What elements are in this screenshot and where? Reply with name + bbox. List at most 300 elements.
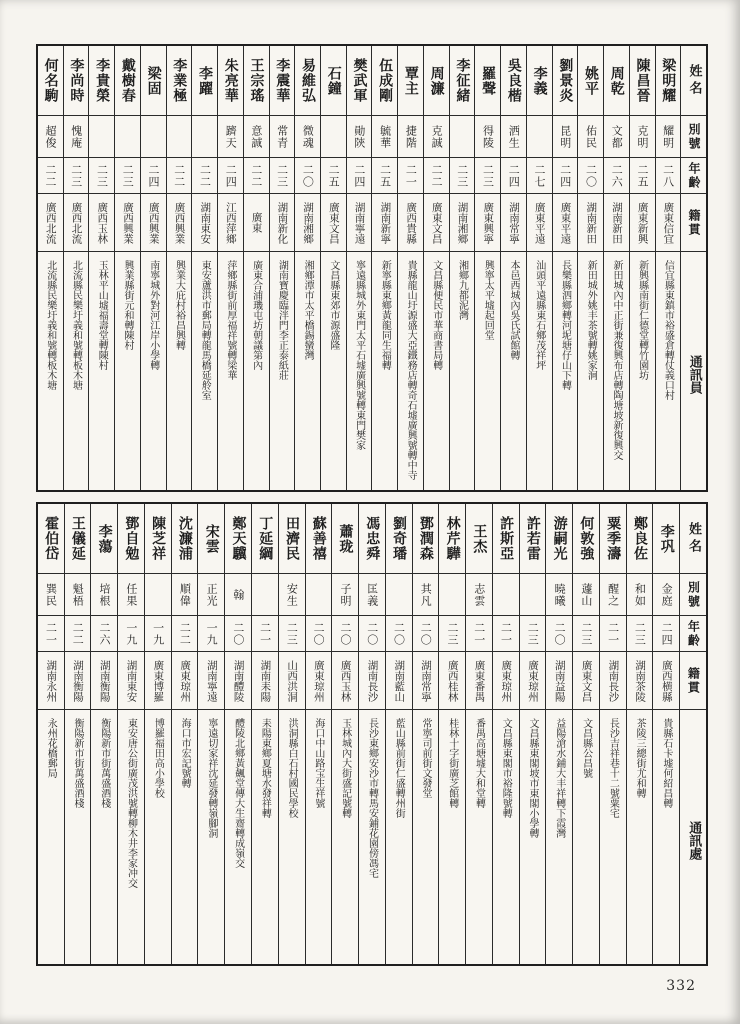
person-address: 湖南寶慶臨泮門李正泰紙莊 — [276, 260, 288, 380]
person-alias: 巽民 — [38, 574, 64, 616]
person-origin: 廣東琼州 — [172, 652, 198, 710]
person-age: 二四 — [141, 158, 166, 194]
person-column — [38, 46, 63, 490]
person-age: 一九 — [118, 616, 144, 652]
person-age: 二六 — [604, 158, 629, 194]
person-age: 二三 — [627, 616, 653, 652]
person-age: 二三 — [450, 158, 475, 194]
person-name: 劉奇璠 — [386, 504, 412, 574]
person-name: 蘇善禧 — [306, 504, 332, 574]
person-age: 二三 — [439, 616, 465, 652]
person-address: 寧遠切家祥沈延發轉嶺腳洞 — [205, 718, 217, 838]
person-alias — [167, 116, 192, 158]
person-alias: 魁梧 — [65, 574, 91, 616]
person-name: 游嗣光 — [546, 504, 572, 574]
person-column — [465, 504, 492, 964]
person-origin: 廣東新興 — [630, 194, 655, 252]
person-column — [117, 504, 144, 964]
person-column — [269, 46, 295, 490]
person-address: 信宜縣東鎮市裕盛倉轉仗義口村 — [662, 260, 674, 400]
person-origin: 廣東文昌 — [321, 194, 346, 252]
person-column — [346, 46, 372, 490]
person-address: 北流縣民樂圩義和號轉板木塘 — [70, 260, 82, 390]
person-origin: 湖南長沙 — [600, 652, 626, 710]
person-column — [191, 46, 217, 490]
person-origin: 廣東琼州 — [493, 652, 519, 710]
person-column — [652, 504, 679, 964]
person-alias — [450, 116, 475, 158]
column-header-age: 年齡 — [680, 616, 706, 652]
person-alias: 醒之 — [600, 574, 626, 616]
person-name: 樊武軍 — [347, 46, 372, 116]
person-name: 李義 — [527, 46, 552, 116]
person-origin: 湖南長沙 — [359, 652, 385, 710]
person-alias: 昆明 — [553, 116, 578, 158]
person-name: 許若雷 — [520, 504, 546, 574]
person-address: 文昌縣便民市華商書局轉 — [430, 260, 442, 370]
person-alias — [527, 116, 552, 158]
person-name: 易維弘 — [295, 46, 320, 116]
person-name: 鄧潤森 — [413, 504, 439, 574]
column-header-name: 姓名 — [680, 504, 706, 574]
person-origin: 廣西貴縣 — [398, 194, 423, 252]
person-age: 二五 — [372, 158, 397, 194]
person-name: 王宗瑤 — [244, 46, 269, 116]
person-name: 李巩 — [653, 504, 679, 574]
person-age: 二五 — [321, 158, 346, 194]
person-address: 文昌縣公昌號 — [580, 718, 592, 778]
person-age: 二三 — [64, 158, 89, 194]
person-name: 霍伯岱 — [38, 504, 64, 574]
person-age: 二三 — [115, 158, 140, 194]
person-age: 二二 — [424, 158, 449, 194]
person-origin: 廣東琼州 — [520, 652, 546, 710]
person-address: 貴縣龍山圩源盛大亞鐵務店轉奇石墟廣興號轉中寺 — [405, 260, 417, 480]
person-column — [197, 504, 224, 964]
person-alias — [306, 574, 332, 616]
person-name: 粟季濤 — [600, 504, 626, 574]
person-alias: 超俊 — [38, 116, 63, 158]
person-address: 玉林平山墟福壽堂轉陳村 — [96, 260, 108, 370]
column-header-name: 姓名 — [681, 46, 706, 116]
person-age: 一九 — [145, 616, 171, 652]
column-header-alias: 別號 — [681, 116, 706, 158]
person-address: 湘鄉潭市太平橋錫蠻灣 — [302, 260, 314, 360]
person-name: 石鐘 — [321, 46, 346, 116]
header-column — [679, 504, 706, 964]
person-alias: 其凡 — [413, 574, 439, 616]
person-name: 李震華 — [270, 46, 295, 116]
person-name: 沈濂浦 — [172, 504, 198, 574]
person-age: 二三 — [573, 616, 599, 652]
person-column — [577, 46, 603, 490]
person-address: 衡陽新市街萬盛酒棧 — [98, 718, 110, 808]
column-header-age: 年齡 — [681, 158, 706, 194]
person-address: 玉林城內大街盛記號轉 — [339, 718, 351, 818]
person-column — [166, 46, 192, 490]
person-address: 番禺高塘墟大和堂轉 — [473, 718, 485, 808]
person-origin: 湖南耒陽 — [252, 652, 278, 710]
person-column — [305, 504, 332, 964]
person-name: 許斯亞 — [493, 504, 519, 574]
person-name: 馮忠舜 — [359, 504, 385, 574]
person-alias: 任果 — [118, 574, 144, 616]
person-origin: 廣東平遠 — [553, 194, 578, 252]
person-name: 戴樹春 — [115, 46, 140, 116]
person-column — [474, 46, 500, 490]
person-origin: 湖南新化 — [270, 194, 295, 252]
person-origin: 湖南東安 — [192, 194, 217, 252]
person-age: 二五 — [630, 158, 655, 194]
person-age: 二六 — [91, 616, 117, 652]
person-column — [88, 46, 114, 490]
person-address: 藍山縣前街仁盛轉州街 — [393, 718, 405, 818]
person-alias: 匡義 — [359, 574, 385, 616]
person-column — [278, 504, 305, 964]
person-origin: 廣東博羅 — [145, 652, 171, 710]
person-alias — [493, 574, 519, 616]
person-name: 鄭良佐 — [627, 504, 653, 574]
person-name: 田濟民 — [279, 504, 305, 574]
person-column — [371, 46, 397, 490]
person-name: 劉景炎 — [553, 46, 578, 116]
person-origin: 江西萍鄉 — [218, 194, 243, 252]
person-address: 東安唐公街廣茂洪號轉柳木井李家冲交 — [125, 718, 137, 888]
person-address: 新田城內中正街兼復興布店轉陶塘坡新復興交 — [610, 260, 622, 460]
person-name: 周濂 — [424, 46, 449, 116]
person-age: 二〇 — [413, 616, 439, 652]
person-name: 周乾 — [604, 46, 629, 116]
person-name: 林芹驊 — [439, 504, 465, 574]
person-alias: 和如 — [627, 574, 653, 616]
person-origin: 廣西玉林 — [332, 652, 358, 710]
person-column — [572, 504, 599, 964]
person-column — [492, 504, 519, 964]
person-column — [320, 46, 346, 490]
person-column — [38, 504, 64, 964]
person-origin: 湖南藍山 — [386, 652, 412, 710]
person-column — [90, 504, 117, 964]
person-origin: 湖南寧遠 — [198, 652, 224, 710]
column-header-address: 通訊處 — [686, 820, 702, 860]
person-alias: 志雲 — [466, 574, 492, 616]
person-origin: 湖南常寧 — [413, 652, 439, 710]
person-address: 興業大庇村裕昌興轉 — [173, 260, 185, 350]
person-age: 二〇 — [359, 616, 385, 652]
person-address: 興業縣街元和轉陳村 — [121, 260, 133, 350]
person-address: 寧遠縣城外東門太平石墟廣興號轉東門樊家 — [353, 260, 365, 450]
person-age: 二二 — [167, 158, 192, 194]
person-age: 二〇 — [546, 616, 572, 652]
person-name: 宋雲 — [198, 504, 224, 574]
person-alias: 培根 — [91, 574, 117, 616]
person-column — [217, 46, 243, 490]
person-address: 廣東合浦璣屯坊朝議第內 — [250, 260, 262, 370]
person-address: 桂林十字街廣芝館轉 — [446, 718, 458, 808]
person-origin: 湖南新田 — [578, 194, 603, 252]
person-address: 北流縣民樂圩義和號轉板木塘 — [44, 260, 56, 390]
person-name: 李尚時 — [64, 46, 89, 116]
person-age: 二〇 — [386, 616, 412, 652]
person-age: 二三 — [520, 616, 546, 652]
column-header-alias: 別號 — [680, 574, 706, 616]
person-age: 二一 — [600, 616, 626, 652]
person-age: 二一 — [398, 158, 423, 194]
person-origin: 湖南湘鄉 — [450, 194, 475, 252]
person-name: 陳昌晉 — [630, 46, 655, 116]
person-alias — [192, 116, 217, 158]
page-number: 332 — [666, 978, 696, 994]
person-column — [449, 46, 475, 490]
directory-table-bottom — [36, 502, 708, 966]
person-origin: 湖南湘鄉 — [295, 194, 320, 252]
person-age: 二三 — [89, 158, 114, 194]
person-address: 新寧縣東鄉黃龍同生福轉 — [379, 260, 391, 370]
person-age: 二一 — [493, 616, 519, 652]
person-address: 洪洞縣白石村國民學校 — [286, 718, 298, 818]
person-alias: 翰 — [225, 574, 251, 616]
person-origin: 廣西興業 — [167, 194, 192, 252]
person-origin: 湖南新田 — [604, 194, 629, 252]
person-origin: 廣東平遠 — [527, 194, 552, 252]
person-origin: 湖南東安 — [118, 652, 144, 710]
person-alias: 常青 — [270, 116, 295, 158]
person-address: 東安蘆洪市郵局轉龍馬橋延舲室 — [199, 260, 211, 400]
person-name: 李蕩 — [91, 504, 117, 574]
person-alias: 順偉 — [172, 574, 198, 616]
person-address: 本邑西城內吳氏試館轉 — [508, 260, 519, 360]
person-address: 長樂縣泗鄉轉河坭塘仔山下轉 — [559, 260, 571, 390]
person-address: 南寧城外對河江岸小學轉 — [147, 260, 159, 370]
person-alias: 子明 — [332, 574, 358, 616]
person-alias: 佑民 — [578, 116, 603, 158]
person-alias: 微魂 — [295, 116, 320, 158]
person-alias — [520, 574, 546, 616]
person-address: 醴陵北鄉黃飆堂傳大生齋轉成嶺交 — [232, 718, 244, 868]
person-age: 二三 — [279, 616, 305, 652]
person-alias — [89, 116, 114, 158]
person-origin: 廣西北流 — [64, 194, 89, 252]
person-name: 梁固 — [141, 46, 166, 116]
person-alias — [321, 116, 346, 158]
person-alias — [145, 574, 171, 616]
person-column — [294, 46, 320, 490]
person-address: 長沙東鄉安沙市轉馬安鋪花園傍馮宅 — [366, 718, 378, 878]
person-address: 衡陽新市街萬盛酒棧 — [72, 718, 84, 808]
person-alias: 克誠 — [424, 116, 449, 158]
person-age: 二〇 — [225, 616, 251, 652]
person-address: 汕頭平遠縣東石鄉茂祥坪 — [533, 260, 545, 370]
person-column — [114, 46, 140, 490]
person-column — [385, 504, 412, 964]
person-alias: 文都 — [604, 116, 629, 158]
person-address: 耒陽東鄉夏塘水發祥轉 — [259, 718, 271, 818]
person-column — [251, 504, 278, 964]
person-column — [63, 46, 89, 490]
person-column — [243, 46, 269, 490]
person-alias: 克明 — [630, 116, 655, 158]
person-name: 陳芝祥 — [145, 504, 171, 574]
person-alias: 蘧山 — [573, 574, 599, 616]
person-age: 二〇 — [578, 158, 603, 194]
person-origin: 廣西興業 — [141, 194, 166, 252]
person-address: 萍鄉縣街前厚福祥號轉梁華 — [224, 260, 236, 380]
person-address: 湘鄉九都泥灣 — [456, 260, 468, 320]
person-origin: 廣西北流 — [38, 194, 63, 252]
person-name: 鄭天驥 — [225, 504, 251, 574]
person-name: 李業極 — [167, 46, 192, 116]
person-name: 王杰 — [466, 504, 492, 574]
person-column — [224, 504, 251, 964]
person-column — [358, 504, 385, 964]
person-alias: 勛陝 — [347, 116, 372, 158]
person-origin: 廣東信宜 — [656, 194, 681, 252]
person-address: 海口中山路宝生祥號 — [312, 718, 324, 808]
person-column — [603, 46, 629, 490]
person-address: 海口市宏記號轉 — [179, 718, 191, 788]
person-age: 二一 — [252, 616, 278, 652]
person-age: 二八 — [656, 158, 681, 194]
person-name: 蕭珑 — [332, 504, 358, 574]
person-alias — [115, 116, 140, 158]
header-column — [680, 46, 706, 490]
person-age: 二二 — [172, 616, 198, 652]
person-origin: 湖南茶陵 — [627, 652, 653, 710]
person-address: 新田城外姚丰茶號轉姚家涧 — [585, 260, 597, 380]
person-name: 何敦強 — [573, 504, 599, 574]
person-address: 文昌縣東郊市源盛隆 — [327, 260, 339, 350]
person-origin: 湖南永州 — [38, 652, 64, 710]
person-column — [171, 504, 198, 964]
person-origin: 湖南醴陵 — [225, 652, 251, 710]
person-column — [144, 504, 171, 964]
person-name: 吳良楷 — [501, 46, 526, 116]
person-column — [519, 504, 546, 964]
person-alias: 得陵 — [475, 116, 500, 158]
directory-table-top — [36, 44, 708, 492]
person-address: 長沙吉祥巷十二號粟宅 — [607, 718, 619, 818]
person-origin: 廣東琼州 — [306, 652, 332, 710]
person-address: 益陽滄水鋪大丰祥轉下霞灣 — [553, 718, 565, 838]
person-column — [500, 46, 526, 490]
person-name: 姚平 — [578, 46, 603, 116]
person-origin: 廣東文昌 — [573, 652, 599, 710]
person-column — [331, 504, 358, 964]
person-age: 二〇 — [295, 158, 320, 194]
person-alias — [141, 116, 166, 158]
person-alias: 金庭 — [653, 574, 679, 616]
person-age: 二四 — [653, 616, 679, 652]
person-origin: 廣東興寧 — [475, 194, 500, 252]
person-name: 羅聲 — [475, 46, 500, 116]
person-age: 二三 — [475, 158, 500, 194]
person-age: 二二 — [38, 158, 63, 194]
person-column — [140, 46, 166, 490]
person-name: 何名駒 — [38, 46, 63, 116]
person-origin: 廣西玉林 — [89, 194, 114, 252]
person-name: 朱亮華 — [218, 46, 243, 116]
person-column — [599, 504, 626, 964]
person-alias: 躋天 — [218, 116, 243, 158]
person-age: 二〇 — [306, 616, 332, 652]
person-name: 丁延綱 — [252, 504, 278, 574]
person-age: 一九 — [198, 616, 224, 652]
person-age: 二七 — [527, 158, 552, 194]
person-column — [64, 504, 91, 964]
person-column — [397, 46, 423, 490]
person-address: 文昌縣東閣市裕隆號轉 — [500, 718, 512, 818]
person-age: 二四 — [501, 158, 526, 194]
person-origin: 湖南益陽 — [546, 652, 572, 710]
person-alias: 愧庵 — [64, 116, 89, 158]
person-age: 二二 — [244, 158, 269, 194]
person-alias: 正光 — [198, 574, 224, 616]
person-alias: 耀明 — [656, 116, 681, 158]
person-age: 二四 — [347, 158, 372, 194]
person-address: 新興縣南街仁德堂轉竹園坊 — [636, 260, 648, 380]
person-origin: 廣西興業 — [115, 194, 140, 252]
person-column — [423, 46, 449, 490]
person-name: 鄧自勉 — [118, 504, 144, 574]
person-age: 二一 — [466, 616, 492, 652]
person-name: 伍成剛 — [372, 46, 397, 116]
person-age: 二二 — [65, 616, 91, 652]
column-header-origin: 籍貫 — [680, 652, 706, 710]
person-age: 二四 — [553, 158, 578, 194]
person-address: 茶陵三總街尤和轉 — [634, 718, 646, 798]
person-name: 梁明耀 — [656, 46, 681, 116]
person-origin: 湖南寧遠 — [347, 194, 372, 252]
person-origin: 廣西桂林 — [439, 652, 465, 710]
person-origin: 廣東 — [244, 194, 269, 252]
column-header-address: 通訊員 — [686, 354, 702, 394]
person-column — [526, 46, 552, 490]
person-alias — [439, 574, 465, 616]
person-origin: 湖南新寧 — [372, 194, 397, 252]
person-column — [626, 504, 653, 964]
person-column — [438, 504, 465, 964]
person-name: 李躍 — [192, 46, 217, 116]
person-age: 二一 — [38, 616, 64, 652]
person-column — [552, 46, 578, 490]
person-name: 李征緒 — [450, 46, 475, 116]
person-name: 王儀延 — [65, 504, 91, 574]
person-origin: 湖南衡陽 — [65, 652, 91, 710]
person-origin: 廣東文昌 — [424, 194, 449, 252]
person-alias — [252, 574, 278, 616]
person-alias: 捷階 — [398, 116, 423, 158]
person-address: 永州花橋郵局 — [45, 718, 57, 778]
person-column — [629, 46, 655, 490]
person-age: 二〇 — [332, 616, 358, 652]
person-column — [655, 46, 681, 490]
person-address: 博羅福田高小學校 — [152, 718, 164, 798]
person-origin: 廣東番禺 — [466, 652, 492, 710]
person-origin: 湖南衡陽 — [91, 652, 117, 710]
person-alias: 洒生 — [501, 116, 526, 158]
person-address: 興寧太平墟起回堂 — [482, 260, 494, 340]
person-address: 常寧司前街文發堂 — [419, 718, 431, 798]
person-name: 覃主 — [398, 46, 423, 116]
person-alias: 毓華 — [372, 116, 397, 158]
person-alias — [386, 574, 412, 616]
person-origin: 湖南常寧 — [501, 194, 526, 252]
person-column — [545, 504, 572, 964]
person-origin: 山西洪洞 — [279, 652, 305, 710]
person-alias: 意誠 — [244, 116, 269, 158]
person-age: 二三 — [270, 158, 295, 194]
column-header-origin: 籍貫 — [681, 194, 706, 252]
